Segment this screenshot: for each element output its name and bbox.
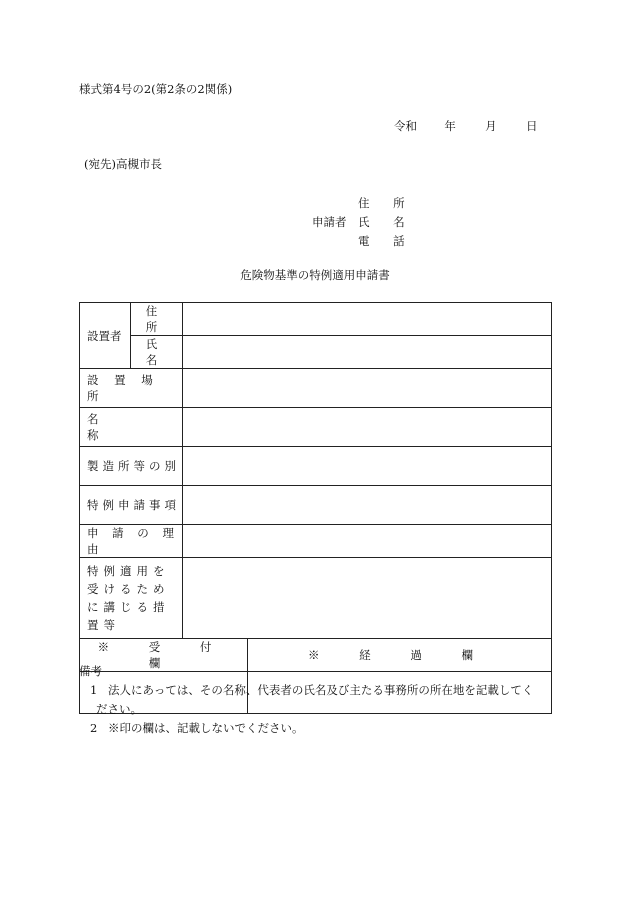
date-line	[394, 118, 537, 134]
name-label: 名 称	[80, 408, 183, 447]
notes	[79, 662, 533, 738]
installer-name-field[interactable]	[183, 336, 552, 369]
location-field[interactable]	[183, 369, 552, 408]
installer-name-label: 氏 名	[131, 336, 183, 369]
applicant-name-label: 氏 名	[358, 215, 415, 229]
applicant-name-row	[312, 213, 432, 232]
applicant-phone-row	[312, 232, 432, 251]
month-label: 月	[485, 119, 497, 133]
exception-items-label: 特例申請事項	[80, 486, 183, 525]
applicant-address-label: 住 所	[358, 196, 415, 210]
applicant-label: 申請者	[312, 215, 347, 229]
applicant-address-row	[312, 194, 432, 213]
measures-label: 特例適用を受けるために講じる措置等	[80, 558, 183, 639]
addressee: (宛先)高槻市長	[84, 157, 162, 171]
era-label: 令和	[394, 119, 417, 133]
measures-field[interactable]	[183, 558, 552, 639]
facility-type-label: 製造所等の別	[80, 447, 183, 486]
applicant-block	[312, 194, 432, 251]
year-label: 年	[444, 119, 456, 133]
facility-type-field[interactable]	[183, 447, 552, 486]
name-field[interactable]	[183, 408, 552, 447]
installer-address-field[interactable]	[183, 303, 552, 336]
document-title: 危険物基準の特例適用申請書	[240, 268, 390, 282]
exception-items-field[interactable]	[183, 486, 552, 525]
progress-header: ※ 経 過 欄	[248, 639, 552, 672]
installer-address-label: 住 所	[131, 303, 183, 336]
reception-header: ※ 受 付 欄	[80, 639, 248, 672]
note-item-1-continuation: ださい。	[96, 702, 142, 716]
day-label: 日	[525, 119, 538, 133]
notes-heading: 備考	[79, 664, 102, 678]
installer-label: 設置者	[80, 303, 131, 369]
reason-field[interactable]	[183, 525, 552, 558]
applicant-phone-label: 電 話	[358, 234, 415, 248]
note-item-2: 2 ※印の欄は、記載しないでください。	[90, 721, 304, 735]
application-form-table	[79, 302, 552, 714]
reason-label: 申 請 の 理 由	[80, 525, 183, 558]
form-number: 様式第4号の2(第2条の2関係)	[79, 82, 233, 96]
location-label: 設 置 場 所	[80, 369, 183, 408]
note-item-1: 1 法人にあっては、その名称、代表者の氏名及び主たる事務所の所在地を記載してく	[90, 683, 534, 697]
